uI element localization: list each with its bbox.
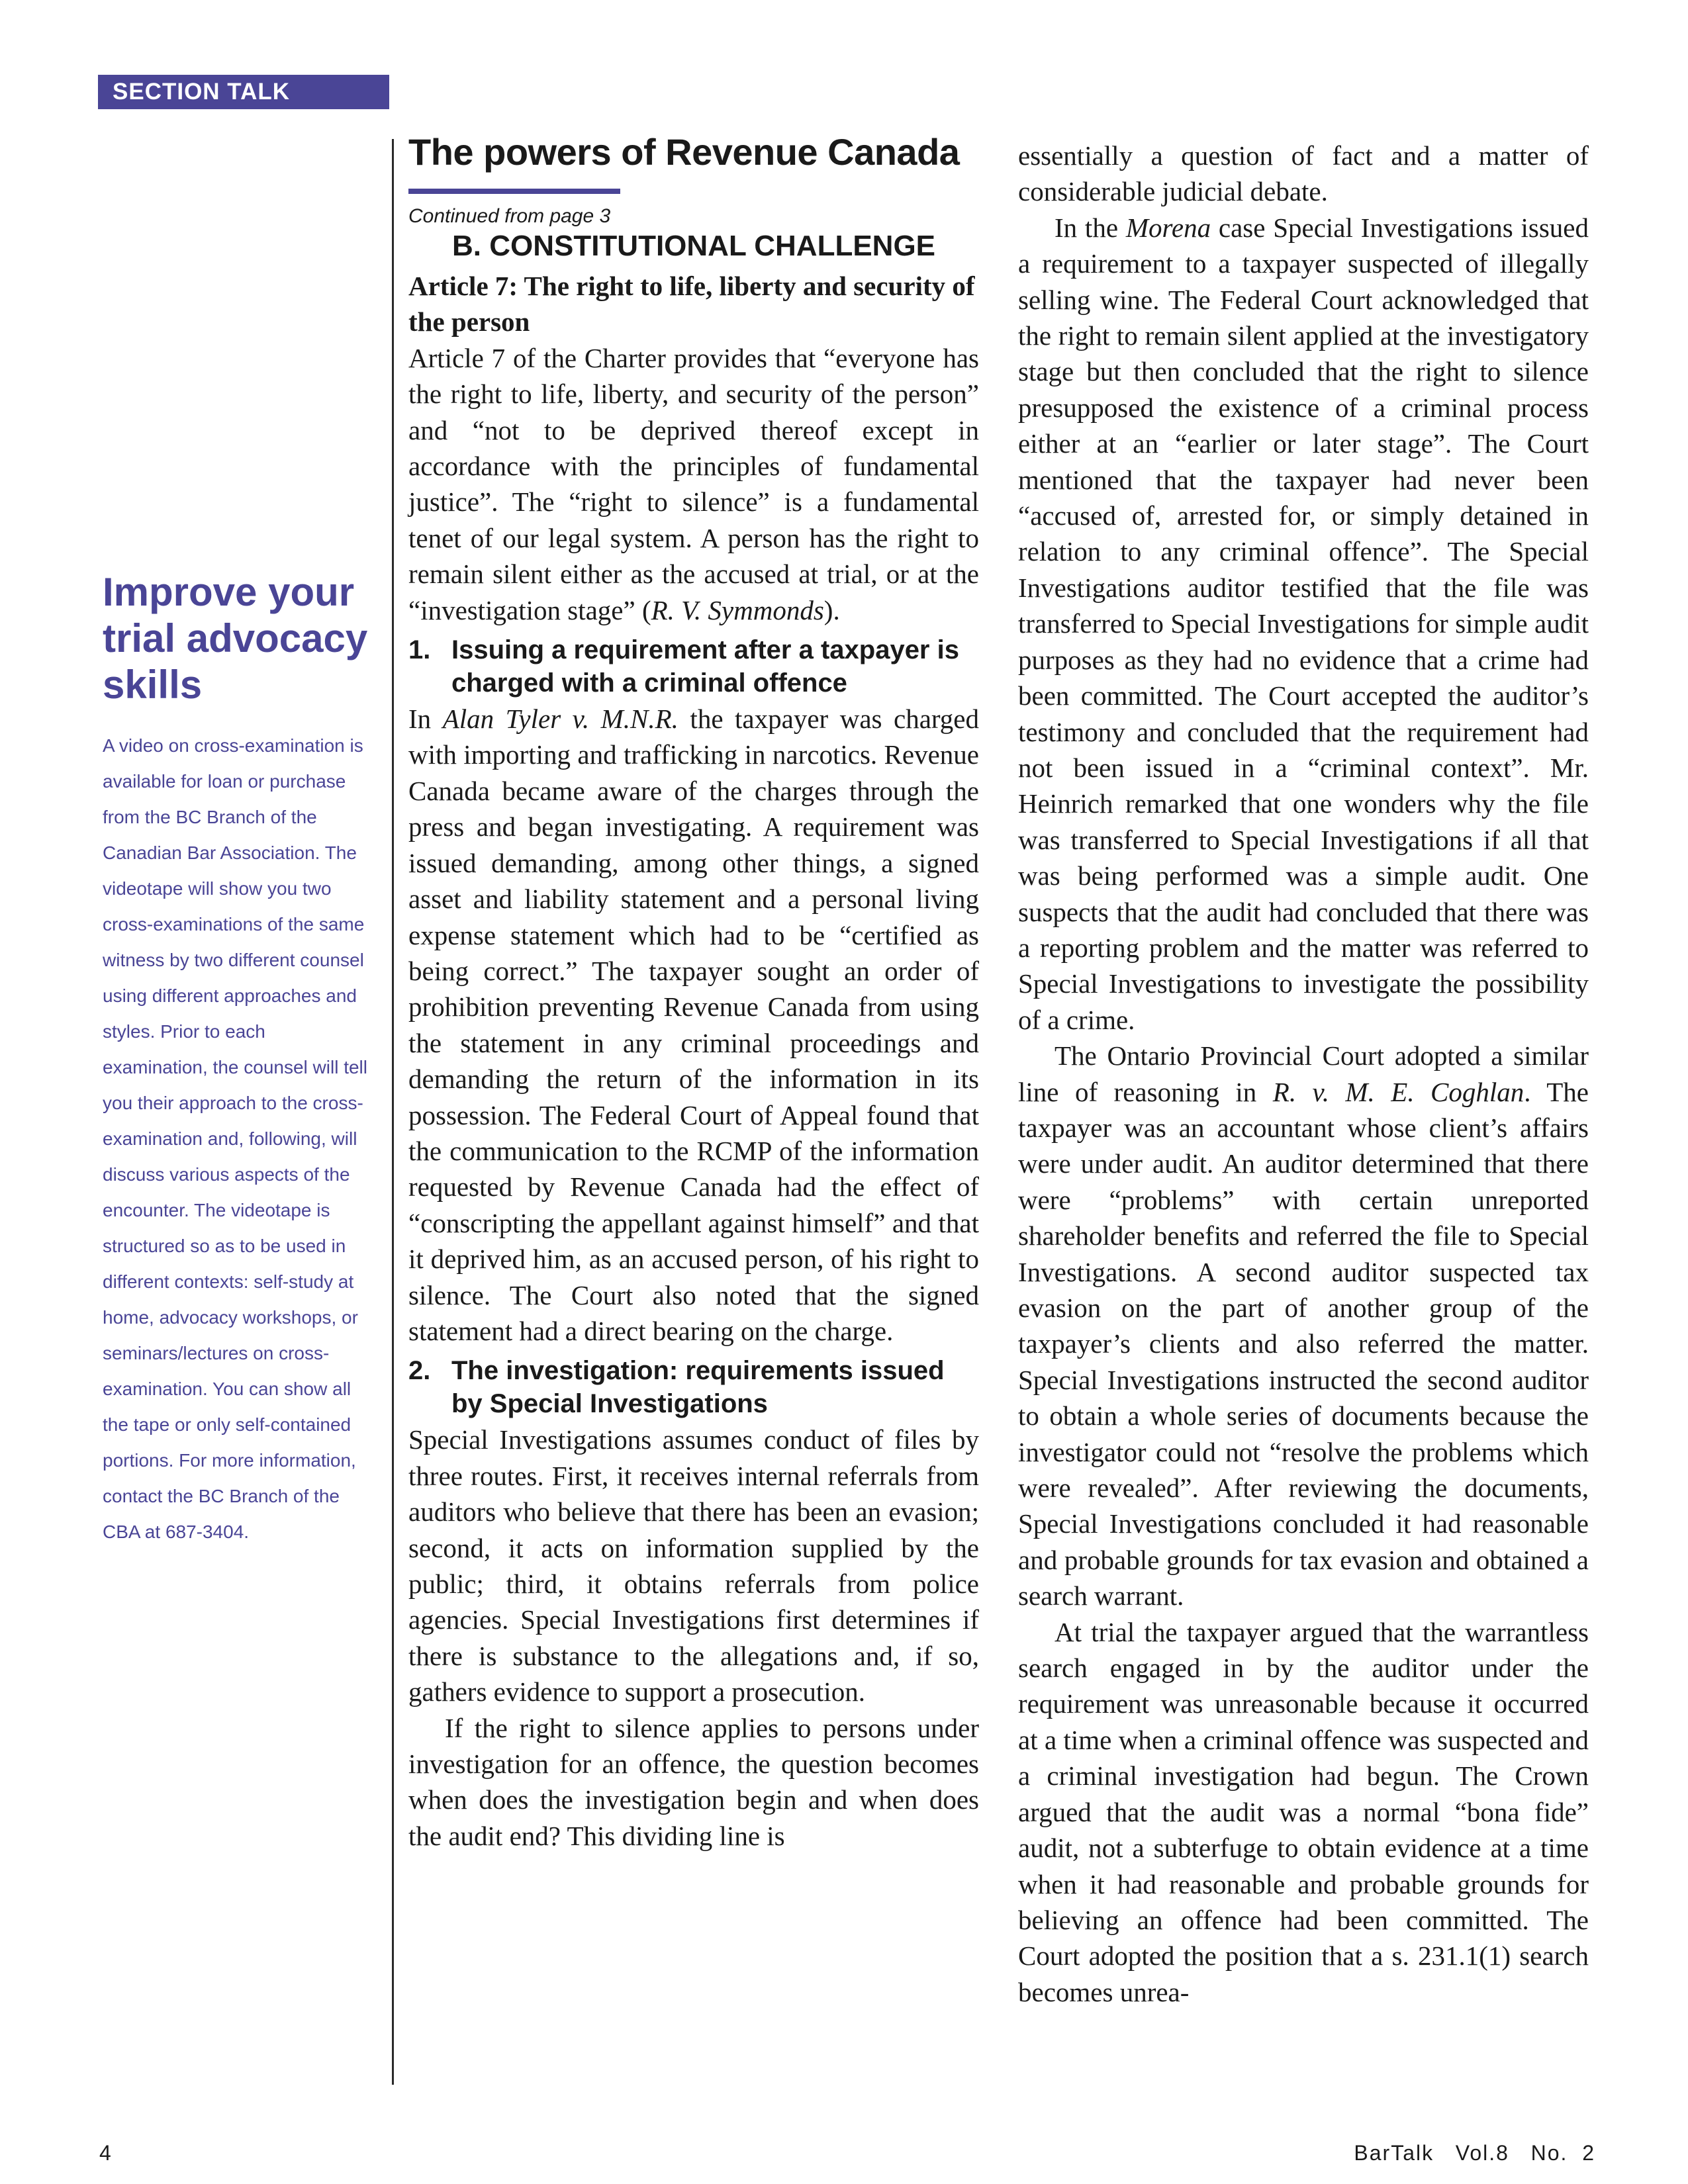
page-number: 4 [99, 2141, 111, 2165]
publication-footer: BarTalk Vol.8 No. 2 [1354, 2141, 1595, 2165]
title-underline [408, 189, 620, 194]
article-column-1 [408, 129, 979, 1854]
numbered-heading-1: 1. Issuing a requirement after a taxpayer is charged with a criminal offence [408, 635, 959, 698]
column-divider [392, 139, 394, 2085]
numbered-heading-2: 2. The investigation: requirements issued by Special Investigations [408, 1356, 945, 1419]
paragraph: In Alan Tyler v. M.N.R. the taxpayer was charged with importing and trafficking in narcotics. Revenue Canada became aware of the charges through the press and began investigating. A requirement was issued demanding, among other things, a signed asset and liability statement and a personal living expense statement which had to be “certified as being correct.” The taxpayer sought an order of prohibition preventing Revenue Canada from using the statement in any criminal proceedings and demanding the return of the information in its possession. The Federal Court of Appeal found that the communication to the RCMP of the information requested by Revenue Canada had the effect of “conscripting the appellant against himself” and that it deprived him, as an accused person, of his right to silence. The Court also noted that the signed statement had a direct bearing on the charge. [408, 704, 980, 1346]
article-title: The powers of Revenue Canada [408, 131, 960, 173]
paragraph: Special Investigations assumes conduct of files by three routes. First, it receives internal referrals from auditors who believe that there has been an evasion; second, it acts on information supplied by the public; third, it obtains referrals from police agencies. Special Investigations first determines if there is substance to the allegations and, if so, gathers evidence to support a prosecution. [408, 1424, 979, 1707]
paragraph: essentially a question of fact and a matter of considerable judicial debate. [1018, 140, 1589, 207]
paragraph: If the right to silence applies to persons under investigation for an offence, the question becomes when does the investigation begin and when does the audit end? This dividing line is [408, 1712, 979, 1851]
paragraph: In the Morena case Special Investigations issued a requirement to a taxpayer suspected of illegally selling wine. The Federal Court acknowledged that the right to remain silent applied at the investigatory stage but then concluded that the right to silence presupposed the existence of a criminal process either at an “earlier or later stage”. The Court mentioned that the taxpayer had never been “accused of, arrested for, or simply detained in relation to any criminal offence”. The Special Investigations auditor testified that the file was transferred to Special Investigations for simple audit purposes as they had no evidence that a crime had been committed. The Court accepted the auditor’s testimony and concluded that the requirement had not been issued in a “criminal context”. Mr. Heinrich remarked that one wonders why the file was transferred to Special Investigations if all that was being performed was a simple audit. One suspects that the audit had concluded that there was a reporting problem and the matter was referred to Special Investigations to investigate the possibility of a crime. [1018, 212, 1589, 1035]
article-subheading: Article 7: The right to life, liberty and security of the person [408, 271, 975, 338]
paragraph: At trial the taxpayer argued that the warrantless search engaged in by the auditor under the requirement was unreasonable because it occurred at a time when a criminal offence was suspected and a criminal investigation had begun. The Crown argued that the audit was a normal “bona fide” audit, not a subterfuge to obtain evidence at a time when it had reasonable and probable grounds for believing an offence had been committed. The Court adopted the position that a s. 231.1(1) search becomes unrea- [1018, 1616, 1589, 2007]
sidebar-title: Improve your trial advocacy skills [103, 570, 368, 707]
section-banner: SECTION TALK [98, 75, 389, 109]
continued-note: Continued from page 3 [408, 205, 611, 227]
article-column-2 [1018, 138, 1589, 2010]
paragraph: Article 7 of the Charter provides that “everyone has the right to life, liberty, and security of the person” and “not to be deprived thereof except in accordance with the principles of fundamental justice”. The “right to silence” is a fundamental tenet of our legal system. A person has the right to remain silent either as the accused at trial, or at the “investigation stage” (R. V. Symmonds). [408, 342, 979, 625]
section-heading: B. CONSTITUTIONAL CHALLENGE [451, 230, 936, 262]
paragraph: The Ontario Provincial Court adopted a similar line of reasoning in R. v. M. E. Coghlan. The taxpayer was an accountant whose client’s affairs were under audit. An auditor determined that there were “problems” with certain unreported shareholder benefits and referred the file to Special Investigations. A second auditor suspected tax evasion on the part of another group of the taxpayer’s clients and also referred the matter. Special Investigations instructed the second auditor to obtain a whole series of documents because the investigator could not “resolve the problems which were revealed”. After reviewing the documents, Special Investigations concluded it had reasonable and probable grounds for tax evasion and obtained a search warrant. [1018, 1040, 1589, 1612]
sidebar-body: A video on cross-examination is available for loan or purchase from the BC Branch of the Canadian Bar Association. The videotape will show you two cross-examinations of the same witness by two different counsel using different approaches and styles. Prior to each examination, the counsel will tell you their approach to the cross-examination and, following, will discuss various aspects of the encounter. The videotape is structured so as to be used in different contexts: self-study at home, advocacy workshops, or seminars/lectures on cross-examination. You can show all the tape or only self-contained portions. For more information, contact the BC Branch of the CBA at 687-3404. [103, 735, 367, 1542]
sidebar-ad [103, 569, 374, 1550]
